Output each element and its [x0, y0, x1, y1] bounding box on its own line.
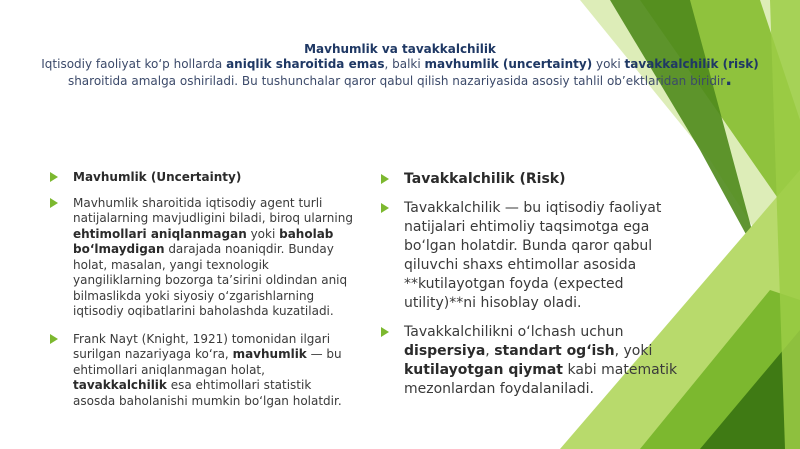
- left-bullet-2-text: [73, 196, 353, 319]
- text-run: kabi matematik mezonlardan foydalaniladi.: [404, 362, 678, 397]
- bullet-arrow-icon: [50, 198, 58, 208]
- bullet-arrow-icon: [50, 172, 58, 182]
- right-column: [381, 170, 681, 399]
- bullet-arrow-icon: [381, 174, 389, 184]
- bold-text-run: ehtimollari aniqlanmagan: [73, 226, 247, 241]
- left-bullet-3-text: [73, 332, 342, 408]
- slide-heading: Mavhumlik va tavakkalchilik: [304, 42, 496, 56]
- text-run: yoki: [246, 226, 280, 241]
- text-run: ,: [485, 343, 495, 359]
- bold-text-run: dispersiya: [404, 343, 486, 359]
- slide-title: [40, 42, 760, 89]
- text-run: esa ehtimollari statistik asosda baholanishi mumkin bo‘lgan holatdir.: [73, 378, 342, 408]
- bold-text-run: mavhumlik (uncertainty): [424, 57, 593, 71]
- bold-text-run: Mavhumlik (Uncertainty): [73, 170, 242, 184]
- bold-text-run: baholab bo‘lmaydigan: [73, 226, 334, 256]
- bold-text-run: standart og‘ish: [494, 343, 615, 359]
- left-bullet-3: [50, 332, 355, 410]
- text-run: Mavhumlik sharoitida iqtisodiy agent turli natijalarning mavjudligini biladi, biroq ularning: [73, 195, 353, 225]
- left-bullet-2: [50, 196, 355, 320]
- text-run: darajada noaniqdir. Bunday holat, masalan, yangi texnologik yangiliklarning bozorga ta’sirini oldindan aniq bilmaslikda yoki siyosiy o‘zgarishlarning iqtisodiy oqibatlarini baholashda kuzatiladi.: [73, 242, 348, 318]
- right-bullet-1-text: [404, 171, 566, 187]
- text-run: Iqtisodiy faoliyat ko‘p hollarda: [41, 57, 227, 71]
- text-run: Frank Nayt (Knight, 1921) tomonidan ilgari surilgan nazariyaga ko‘ra,: [73, 331, 331, 361]
- text-run: Tavakkalchilik — bu iqtisodiy faoliyat natijalari ehtimoliy taqsimotga ega bo‘lgan holatdir. Bunda qaror qabul qiluvchi shaxs ehtimollar asosida **kutilayotgan foyda (expected utility)**ni hisoblay oladi.: [404, 200, 662, 311]
- right-bullet-1: [381, 170, 681, 189]
- left-bullet-1: [50, 170, 355, 186]
- right-bullet-2-text: [404, 200, 661, 311]
- bold-text-run: kutilayotgan qiymat: [404, 362, 564, 378]
- bullet-arrow-icon: [50, 334, 58, 344]
- slide-intro-text: [41, 57, 758, 88]
- bold-text-run: mavhumlik: [232, 347, 307, 361]
- bold-text-run: tavakkalchilik (risk): [624, 57, 759, 71]
- text-run: — bu ehtimollari aniqlanmagan holat,: [73, 347, 342, 377]
- right-bullet-3-text: [404, 324, 677, 397]
- bold-text-run: Tavakkalchilik (Risk): [404, 171, 566, 187]
- text-run: , yoki: [614, 343, 653, 359]
- text-run: yoki: [592, 57, 625, 71]
- bullet-arrow-icon: [381, 327, 389, 337]
- left-bullet-1-text: [73, 170, 241, 184]
- bold-text-run: tavakkalchilik: [73, 378, 167, 392]
- bold-text-run: aniqlik sharoitida emas: [226, 57, 385, 71]
- right-bullet-3: [381, 323, 681, 399]
- bold-text-run: .: [725, 69, 733, 90]
- left-column: [50, 170, 355, 409]
- text-run: Tavakkalchilikni o‘lchash uchun: [404, 324, 624, 340]
- right-bullet-2: [381, 199, 681, 313]
- text-run: sharoitida amalga oshiriladi. Bu tushunchalar qaror qabul qilish nazariyasida asosiy tahlil ob’ektlaridan biridir: [67, 74, 726, 88]
- text-run: , balki: [384, 57, 425, 71]
- bullet-arrow-icon: [381, 203, 389, 213]
